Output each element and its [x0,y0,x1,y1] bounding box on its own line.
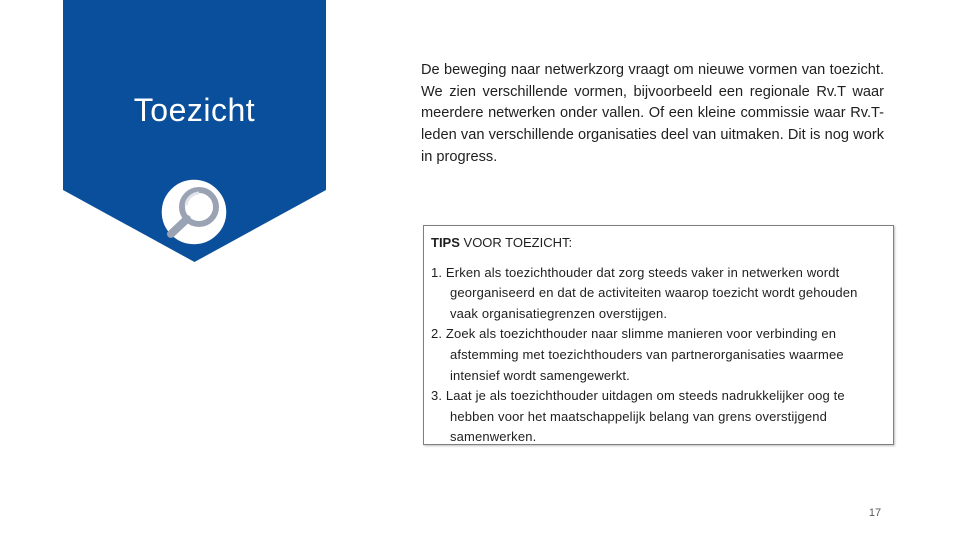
magnifier-icon [159,177,229,247]
tips-heading [431,233,885,254]
title-banner [63,0,326,262]
tips-box [423,225,894,445]
tips-heading-rest: VOOR TOEZICHT: [459,235,573,250]
tips-heading-bold: TIPS [431,235,460,250]
list-item: 2. Zoek als toezichthouder naar slimme manieren voor verbinding en afstemming met toezichthouders van partnerorganisaties waarmee intensief wordt samengewerkt. [431,326,844,383]
page-number: 17 [868,507,882,519]
list-item: 3. Laat je als toezichthouder uitdagen om steeds nadrukkelijker oog te hebben voor het maatschappelijk belang van grens overstijgend samenwerken. [431,388,845,445]
tips-list [431,263,885,448]
intro-paragraph: De beweging naar netwerkzorg vraagt om nieuwe vormen van toezicht. We zien verschillende vormen, bijvoorbeeld een regionale Rv.T waar meerdere netwerken onder vallen. Of een kleine commissie waar Rv.T-leden van verschillende organisaties deel van uitmaken. Dit is nog work in progress. [421,62,884,165]
page-title: Toezicht [133,92,256,128]
list-item: 1. Erken als toezichthouder dat zorg steeds vaker in netwerken wordt georganiseerd en dat de activiteiten waarop toezicht wordt gehouden vaak organisatiegrenzen overstijgen. [431,264,858,321]
